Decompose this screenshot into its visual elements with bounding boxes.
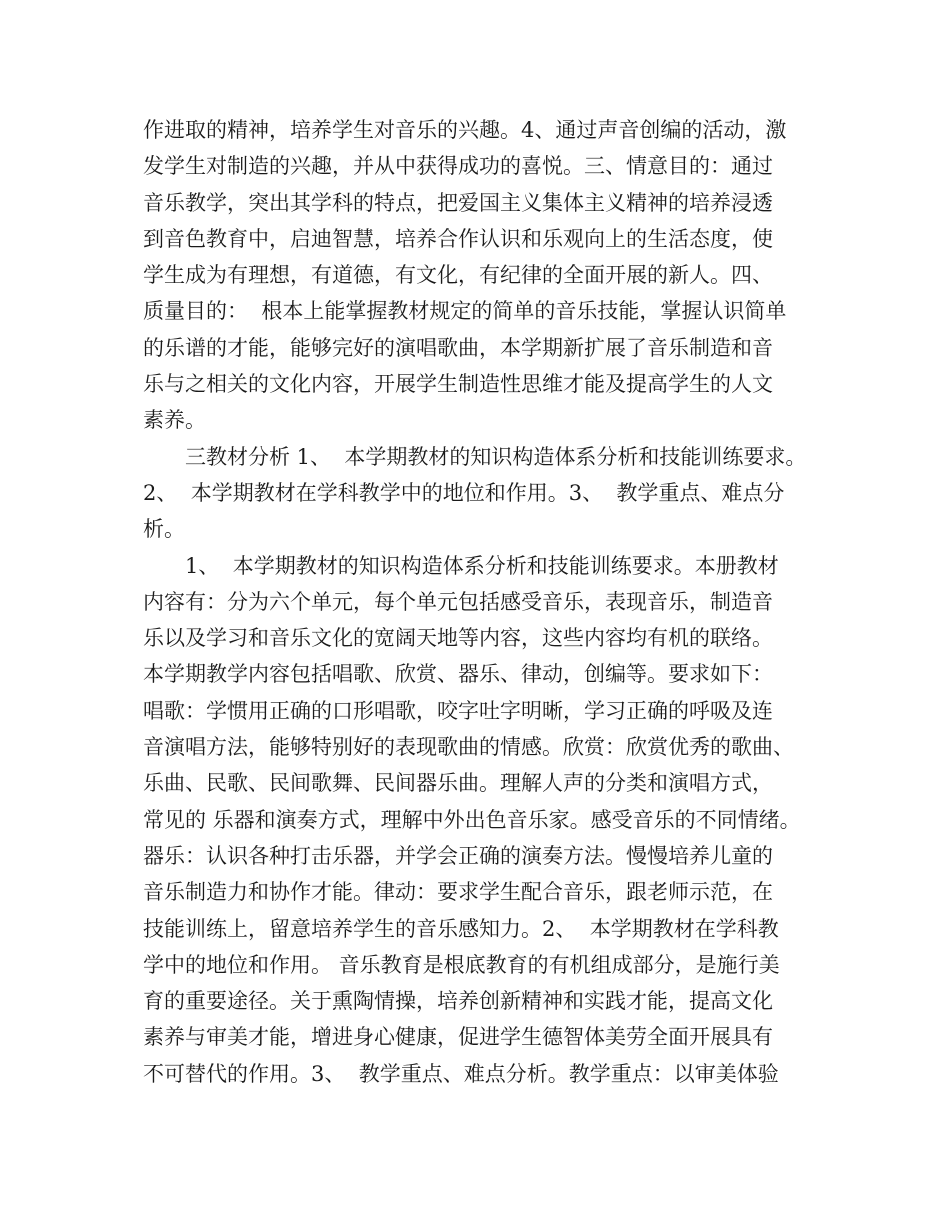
text-line: 常见的 乐器和演奏方式，理解中外出色音乐家。感受音乐的不同情绪。: [143, 807, 801, 832]
text-line: 质量目的： 根本上能掌握教材规定的简单的音乐技能，掌握认识简单: [143, 299, 787, 324]
text-line: 唱歌：学惯用正确的口形唱歌，咬字吐字明晰，学习正确的呼吸及连: [143, 698, 773, 723]
text-line: 学生成为有理想，有道德，有文化，有纪律的全面开展的新人。四、: [143, 263, 773, 288]
text-line: 内容有：分为六个单元，每个单元包括感受音乐，表现音乐，制造音: [143, 589, 773, 614]
document-body: [143, 112, 833, 1092]
text-line: 素养与审美才能，增进身心健康，促进学生德智体美劳全面开展具有: [143, 1025, 773, 1050]
text-line: 音乐制造力和协作才能。律动：要求学生配合音乐，跟老师示范，在: [143, 880, 773, 905]
text-line: 器乐：认识各种打击乐器，并学会正确的演奏方法。慢慢培养儿童的: [143, 843, 773, 868]
text-line: 1、 本学期教材的知识构造体系分析和技能训练要求。本册教材: [185, 553, 779, 578]
text-line: 析。: [143, 517, 185, 542]
text-line: 技能训练上，留意培养学生的音乐感知力。2、 本学期教材在学科教: [143, 916, 779, 941]
text-line: 音乐教学，突出其学科的特点，把爱国主义集体主义精神的培养浸透: [143, 190, 773, 215]
text-line: 乐以及学习和音乐文化的宽阔天地等内容，这些内容均有机的联络。: [143, 626, 773, 651]
text-line: 作进取的精神，培养学生对音乐的兴趣。4、通过声音创编的活动，激: [143, 118, 787, 142]
text-line: 乐曲、民歌、民间歌舞、民间器乐曲。理解人声的分类和演唱方式，: [143, 771, 773, 796]
text-line: 学中的地位和作用。 音乐教育是根底教育的有机组成部分，是施行美: [143, 952, 780, 977]
text-line: 不可替代的作用。3、 教学重点、难点分析。教学重点：以审美体验: [143, 1061, 779, 1086]
text-line: 乐与之相关的文化内容，开展学生制造性思维才能及提高学生的人文: [143, 372, 773, 397]
text-line: 音演唱方法，能够特别好的表现歌曲的情感。欣赏：欣赏优秀的歌曲、: [143, 735, 794, 760]
text-line: 素养。: [143, 408, 206, 433]
text-line: 三教材分析 1、 本学期教材的知识构造体系分析和技能训练要求。: [185, 444, 807, 469]
text-line: 育的重要途径。关于熏陶情操，培养创新精神和实践才能，提高文化: [143, 989, 773, 1014]
text-line: 本学期教学内容包括唱歌、欣赏、器乐、律动，创编等。要求如下：: [143, 662, 773, 687]
text-line: 发学生对制造的兴趣，并从中获得成功的喜悦。三、情意目的：通过: [143, 154, 773, 179]
text-line: 的乐谱的才能，能够完好的演唱歌曲，本学期新扩展了音乐制造和音: [143, 335, 773, 360]
text-line: 2、 本学期教材在学科教学中的地位和作用。3、 教学重点、难点分: [143, 480, 785, 505]
text-line: 到音色教育中，启迪智慧，培养合作认识和乐观向上的生活态度，使: [143, 226, 773, 251]
